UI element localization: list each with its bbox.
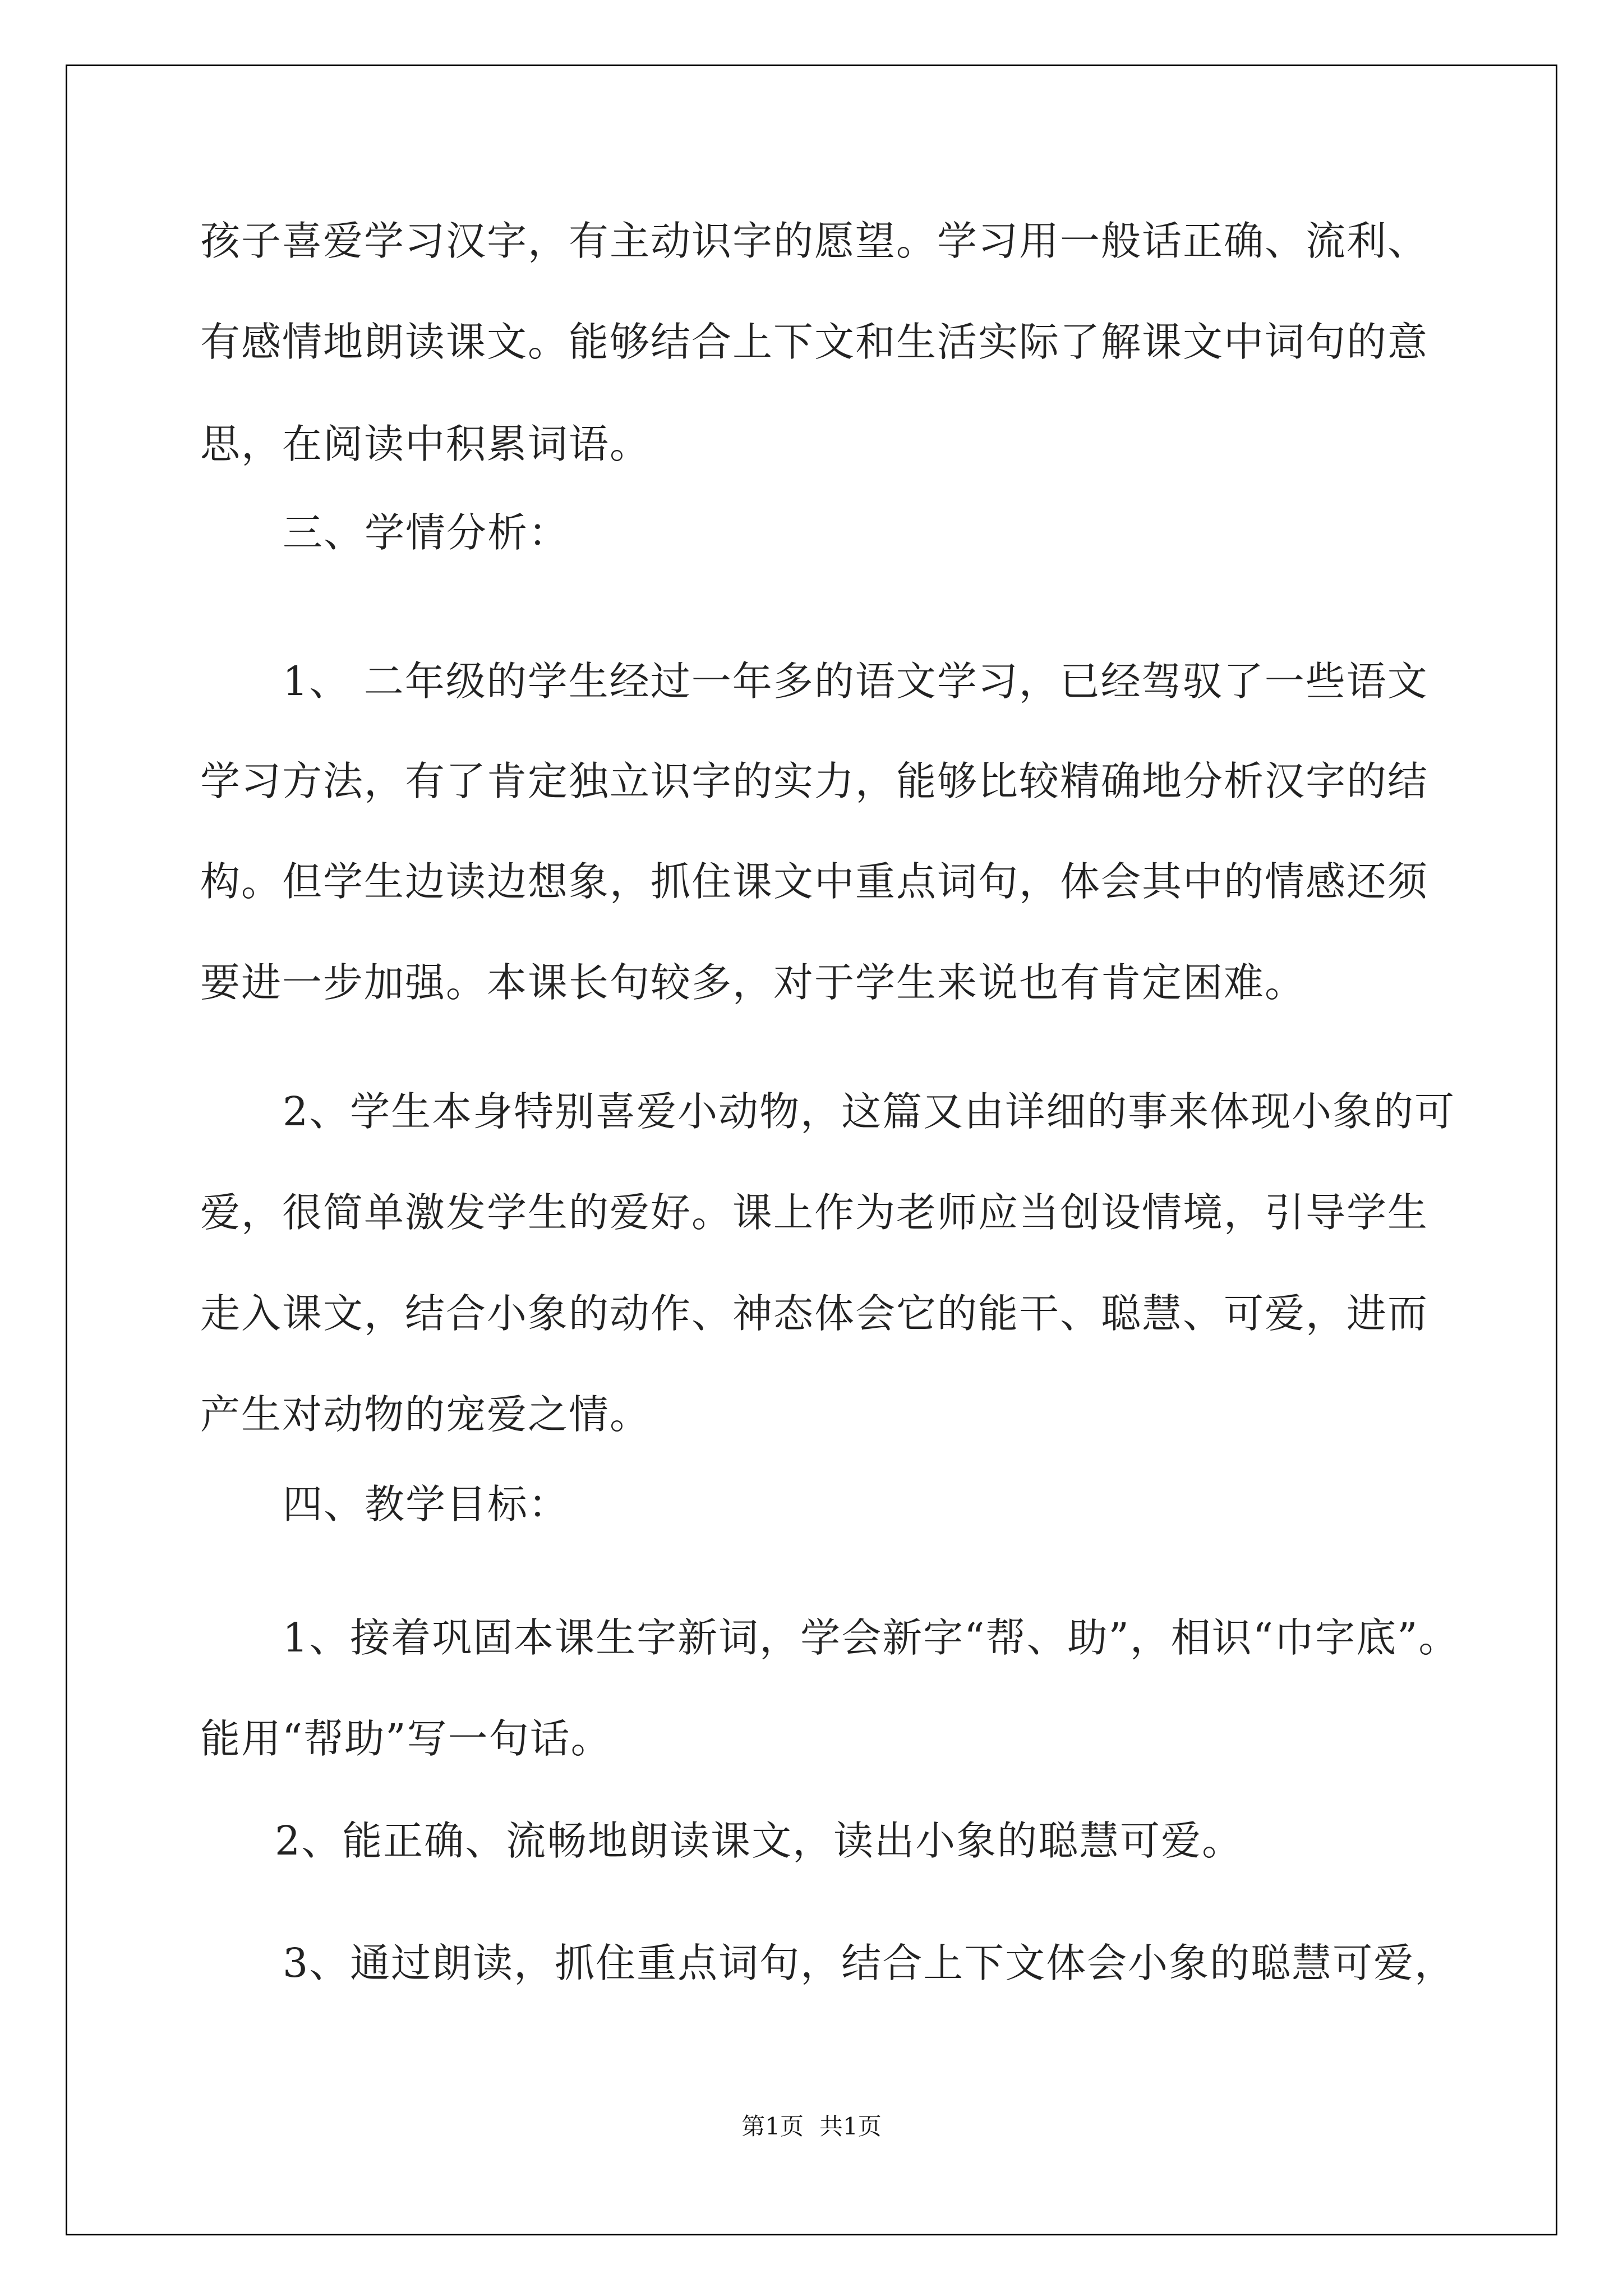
- page-total: 共1页: [819, 2113, 882, 2140]
- paragraph-line: 2、能正确、流畅地朗读课文，读出小象的聪慧可爱。: [275, 1818, 1243, 1864]
- paragraph-line: 2、学生本身特别喜爱小动物，这篇又由详细的事来体现小象的可: [283, 1088, 1456, 1135]
- page-number: 第1页: [741, 2113, 804, 2140]
- paragraph-line: 要进一步加强。本课长句较多，对于学生来说也有肯定困难。: [200, 959, 1306, 1006]
- paragraph-line: 有感情地朗读课文。能够结合上下文和生活实际了解课文中词句的意: [200, 319, 1429, 365]
- page-border: [66, 65, 1557, 2235]
- section-heading: 四、教学目标：: [283, 1481, 570, 1527]
- paragraph-line: 产生对动物的宠爱之情。: [200, 1391, 651, 1438]
- paragraph-line: 学习方法，有了肯定独立识字的实力，能够比较精确地分析汉字的结: [200, 758, 1429, 804]
- paragraph-line: 思，在阅读中积累词语。: [200, 421, 651, 467]
- paragraph-line: 1、 二年级的学生经过一年多的语文学习，已经驾驭了一些语文: [283, 658, 1428, 705]
- page-footer: [594, 2113, 1029, 2141]
- paragraph-line: 能用“帮助”写一句话。: [200, 1715, 612, 1762]
- paragraph-line: 3、通过朗读，抓住重点词句，结合上下文体会小象的聪慧可爱，: [283, 1940, 1456, 1986]
- section-heading: 三、学情分析：: [283, 509, 570, 556]
- paragraph-line: 走入课文，结合小象的动作、神态体会它的能干、聪慧、可爱，进而: [200, 1290, 1429, 1337]
- paragraph-line: 构。但学生边读边想象，抓住课文中重点词句，体会其中的情感还须: [200, 858, 1429, 905]
- paragraph-line: 1、接着巩固本课生字新词，学会新字“帮、助”，相识“巾字底”。: [283, 1614, 1460, 1661]
- paragraph-line: 孩子喜爱学习汉字，有主动识字的愿望。学习用一般话正确、流利、: [200, 218, 1429, 264]
- paragraph-line: 爱，很简单激发学生的爱好。课上作为老师应当创设情境，引导学生: [200, 1189, 1429, 1236]
